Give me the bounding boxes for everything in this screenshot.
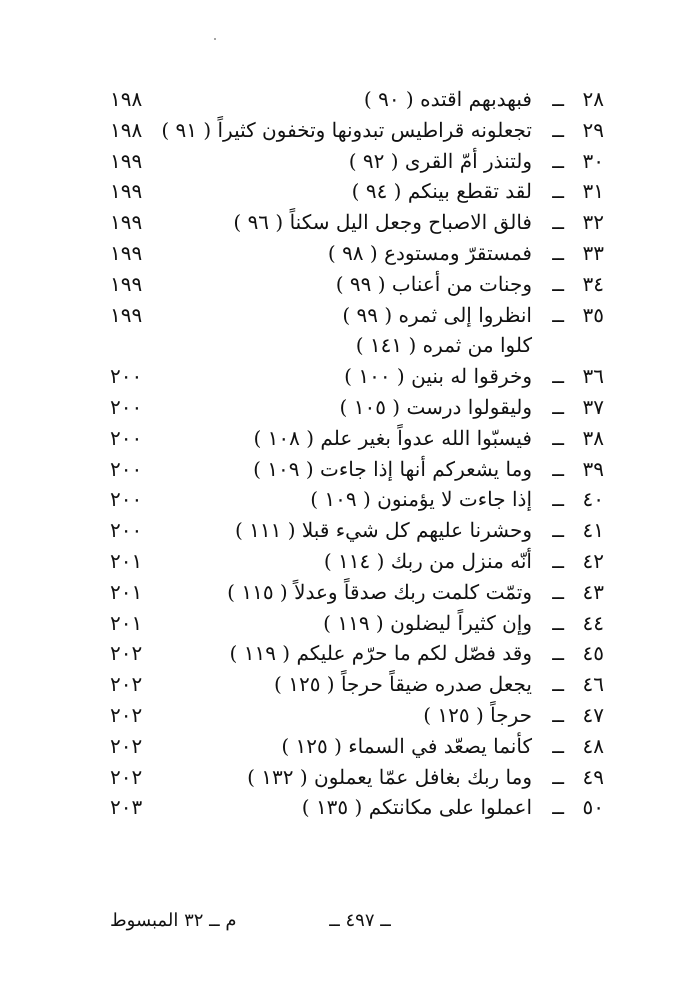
entry-dash: ــ [552, 703, 564, 727]
entry-dash: ــ [552, 179, 564, 204]
entry-page-ref: ٢٠٢ [110, 733, 143, 758]
entry-text: حرجاً ( ١٢٥ ) [423, 703, 532, 727]
footer-page-number: ــ ٤٩٧ ــ [329, 910, 391, 931]
entry-text: انظروا إلى ثمره ( ٩٩ ) [342, 302, 532, 327]
entry-number: ٣٤ [582, 271, 604, 296]
entry-dash: ــ [552, 456, 564, 481]
entry-text: اعملوا على مكانتكم ( ١٣٥ ) [301, 795, 532, 820]
list-item [110, 792, 604, 822]
entry-text: وقد فصّل لكم ما حرّم عليكم ( ١١٩ ) [229, 641, 532, 666]
entry-page-ref: ١٩٩ [110, 210, 143, 235]
entry-number: ٢٨ [582, 87, 604, 111]
entry-text: وجنات من أعناب ( ٩٩ ) [335, 271, 532, 296]
entry-dash: ــ [552, 518, 564, 543]
entry-number: ٣٧ [582, 395, 604, 419]
entry-text: فيسبّوا الله عدواً بغير علم ( ١٠٨ ) [253, 425, 532, 450]
entry-dash: ــ [552, 241, 564, 265]
list-item [110, 84, 604, 114]
entry-dash: ــ [552, 364, 564, 389]
entry-page-ref: ٢٠٠ [110, 456, 143, 481]
entry-number: ٤٤ [582, 610, 604, 635]
list-item [110, 361, 604, 391]
list-item [110, 392, 604, 422]
entry-number: ٣٩ [582, 456, 604, 481]
entry-text: ولتنذر أمّ القرى ( ٩٢ ) [348, 148, 532, 173]
entry-page-ref: ٢٠٣ [110, 795, 143, 820]
entry-dash: ــ [552, 425, 564, 450]
entry-number: ٣٣ [582, 241, 604, 265]
scan-speck [214, 38, 216, 40]
entry-text: فبهدبهم اقتده ( ٩٠ ) [363, 87, 532, 111]
entry-page-ref: ٢٠٢ [110, 703, 143, 727]
entry-text: وليقولوا درست ( ١٠٥ ) [339, 395, 532, 419]
footer-signature: م ــ ٣٢ المبسوط [110, 910, 237, 931]
entry-number: ٤٨ [582, 733, 604, 758]
entry-page-ref: ١٩٩ [110, 271, 143, 296]
entry-dash: ــ [552, 795, 564, 820]
entry-text: وإن كثيراً ليضلون ( ١١٩ ) [323, 610, 532, 635]
entry-number: ٤٥ [582, 641, 604, 666]
entry-dash: ــ [552, 271, 564, 296]
entry-dash: ــ [552, 579, 564, 604]
entry-dash: ــ [552, 672, 564, 697]
entry-text: كأنما يصعّد في السماء ( ١٢٥ ) [281, 733, 532, 758]
entry-dash: ــ [552, 117, 564, 142]
entry-page-ref: ١٩٩ [110, 241, 143, 265]
entry-number: ٥٠ [582, 795, 604, 820]
entry-page-ref: ٢٠٢ [110, 764, 143, 789]
entry-dash: ــ [552, 487, 564, 512]
entry-page-ref: ٢٠٠ [110, 364, 143, 389]
entry-page-ref: ٢٠٢ [110, 641, 143, 666]
entry-text: وما يشعركم أنها إذا جاءت ( ١٠٩ ) [253, 456, 532, 481]
list-item [110, 546, 604, 576]
entry-page-ref: ٢٠٠ [110, 487, 143, 512]
list-item [110, 176, 604, 206]
entry-number: ٣١ [582, 179, 604, 204]
entry-number: ٤٢ [582, 549, 604, 573]
entry-dash: ــ [552, 210, 564, 235]
entry-dash: ــ [552, 87, 564, 111]
entry-text: فالق الاصباح وجعل اليل سكناً ( ٩٦ ) [233, 210, 532, 235]
entry-dash: ــ [552, 302, 564, 327]
entry-text: أنّه منزل من ربك ( ١١٤ ) [323, 549, 532, 573]
entry-page-ref: ٢٠٠ [110, 425, 143, 450]
list-item [110, 731, 604, 761]
entry-page-ref: ٢٠١ [110, 549, 143, 573]
entry-number: ٣٥ [582, 302, 604, 327]
list-item [110, 700, 604, 730]
entry-number: ٤٠ [582, 487, 604, 512]
entry-text: يجعل صدره ضيقاً حرجاً ( ١٢٥ ) [274, 672, 532, 697]
list-item [110, 577, 604, 607]
list-item [110, 207, 604, 237]
entry-page-ref: ٢٠١ [110, 610, 143, 635]
entry-dash: ــ [552, 610, 564, 635]
entry-dash: ــ [552, 549, 564, 573]
list-item [110, 269, 604, 299]
entry-text: فمستقرّ ومستودع ( ٩٨ ) [327, 241, 532, 265]
entry-dash: ــ [552, 148, 564, 173]
list-item [110, 608, 604, 638]
entry-number: ٣٠ [582, 148, 604, 173]
entry-number: ٣٨ [582, 425, 604, 450]
list-item [110, 238, 604, 268]
entry-dash: ــ [552, 641, 564, 666]
list-item [110, 669, 604, 699]
list-item [110, 330, 604, 360]
entry-page-ref: ١٩٩ [110, 302, 143, 327]
entry-text: تجعلونه قراطيس تبدونها وتخفون كثيراً ( ٩١ ) [161, 117, 532, 142]
entry-text: وتمّت كلمت ربك صدقاً وعدلاً ( ١١٥ ) [227, 579, 532, 604]
entry-text: وما ربك بغافل عمّا يعملون ( ١٣٢ ) [247, 764, 532, 789]
entry-text: لقد تقطع بينكم ( ٩٤ ) [351, 179, 532, 204]
entry-number: ٤١ [582, 518, 604, 543]
entry-page-ref: ٢٠٠ [110, 395, 143, 419]
list-item [110, 115, 604, 145]
list-item [110, 300, 604, 330]
entry-dash: ــ [552, 733, 564, 758]
entry-text: إذا جاءت لا يؤمنون ( ١٠٩ ) [310, 487, 532, 512]
list-item [110, 454, 604, 484]
list-item [110, 638, 604, 668]
entry-number: ٣٦ [582, 364, 604, 389]
entry-page-ref: ١٩٩ [110, 179, 143, 204]
entry-number: ٤٦ [582, 672, 604, 697]
list-item [110, 515, 604, 545]
entry-page-ref: ٢٠١ [110, 579, 143, 604]
list-item [110, 146, 604, 176]
entry-dash: ــ [552, 764, 564, 789]
list-item [110, 762, 604, 792]
entry-page-ref: ١٩٨ [110, 117, 143, 142]
entry-number: ٤٩ [582, 764, 604, 789]
entry-page-ref: ١٩٩ [110, 148, 143, 173]
list-item [110, 484, 604, 514]
list-item [110, 423, 604, 453]
entry-page-ref: ٢٠٠ [110, 518, 143, 543]
entry-number: ٢٩ [582, 117, 604, 142]
entry-dash: ــ [552, 395, 564, 419]
entry-text: كلوا من ثمره ( ١٤١ ) [355, 333, 532, 358]
entry-number: ٣٢ [582, 210, 604, 235]
entry-number: ٤٣ [582, 579, 604, 604]
entry-page-ref: ١٩٨ [110, 87, 143, 111]
entry-page-ref: ٢٠٢ [110, 672, 143, 697]
entry-text: وخرقوا له بنين ( ١٠٠ ) [344, 364, 532, 389]
entry-number: ٤٧ [582, 703, 604, 727]
entry-text: وحشرنا عليهم كل شيء قبلا ( ١١١ ) [234, 518, 532, 543]
